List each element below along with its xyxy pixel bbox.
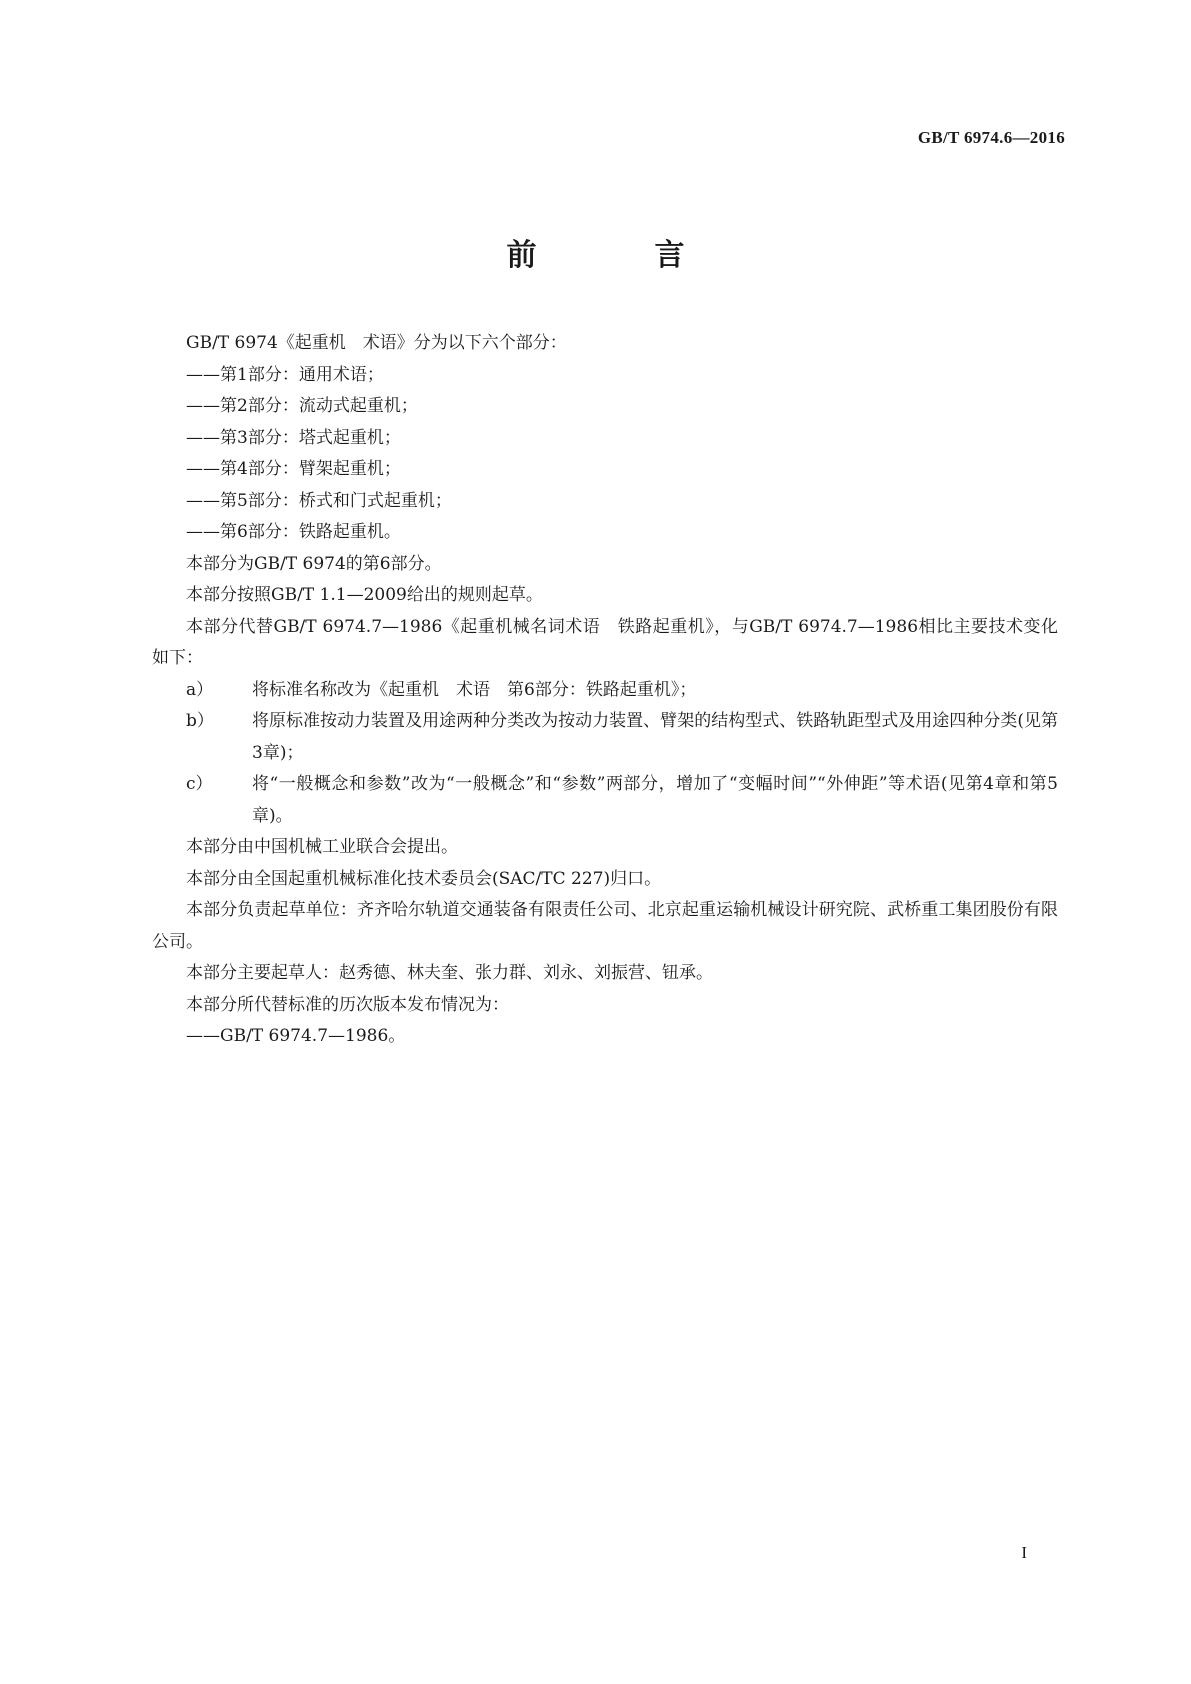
drafters-paragraph: 本部分主要起草人：赵秀德、林夫奎、张力群、刘永、刘振营、钮承。 (186, 963, 713, 983)
change-list-item (152, 769, 1058, 832)
part-list-item: ——第3部分：塔式起重机； (186, 427, 401, 448)
intro-paragraph: GB/T 6974《起重机 术语》分为以下六个部分： (186, 333, 567, 353)
history-paragraph: 本部分所代替标准的历次版本发布情况为： (186, 994, 509, 1015)
drafting-rules-paragraph: 本部分按照GB/T 1.1—2009给出的规则起草。 (186, 585, 543, 605)
centralized-paragraph: 本部分由全国起重机械标准化技术委员会(SAC/TC 227)归口。 (186, 868, 662, 889)
change-label: a） (186, 679, 214, 700)
change-text: 将“一般概念和参数”改为“一般概念”和“参数”两部分，增加了“变幅时间”“外伸距”等术语(见第4章和第5章)。 (252, 774, 1058, 826)
part-list-item: ——第6部分：铁路起重机。 (186, 522, 401, 542)
standard-code: GB/T 6974.6—2016 (917, 128, 1065, 147)
part-list-item: ——第4部分：臂架起重机； (186, 459, 401, 479)
part-list-item: ——第1部分：通用术语； (186, 364, 384, 385)
change-text: 将标准名称改为《起重机 术语 第6部分：铁路起重机》； (252, 679, 697, 700)
document-body (152, 328, 1058, 1053)
replacement-paragraph: 本部分代替GB/T 6974.7—1986《起重机械名词术语 铁路起重机》，与GB/T 6974.7—1986相比主要技术变化如下： (152, 616, 1058, 668)
history-list-item: ——GB/T 6974.7—1986。 (186, 1026, 406, 1046)
part-list-item: ——第2部分：流动式起重机； (186, 396, 418, 416)
change-list-item (152, 675, 1058, 707)
change-list-item (152, 706, 1058, 769)
part-list-item: ——第5部分：桥式和门式起重机； (186, 490, 452, 511)
change-label: c） (186, 774, 213, 794)
page-number: I (1021, 1543, 1027, 1562)
change-text: 将原标准按动力装置及用途两种分类改为按动力装置、臂架的结构型式、铁路轨距型式及用途四种分类(见第3章)； (252, 711, 1058, 763)
change-label: b） (186, 711, 214, 731)
proposer-paragraph: 本部分由中国机械工业联合会提出。 (186, 837, 458, 857)
page-title: 前 言 (506, 238, 729, 273)
drafting-units-paragraph: 本部分负责起草单位：齐齐哈尔轨道交通装备有限责任公司、北京起重运输机械设计研究院、武桥重工集团股份有限公司。 (152, 900, 1058, 952)
part-statement-paragraph: 本部分为GB/T 6974的第6部分。 (186, 553, 442, 574)
